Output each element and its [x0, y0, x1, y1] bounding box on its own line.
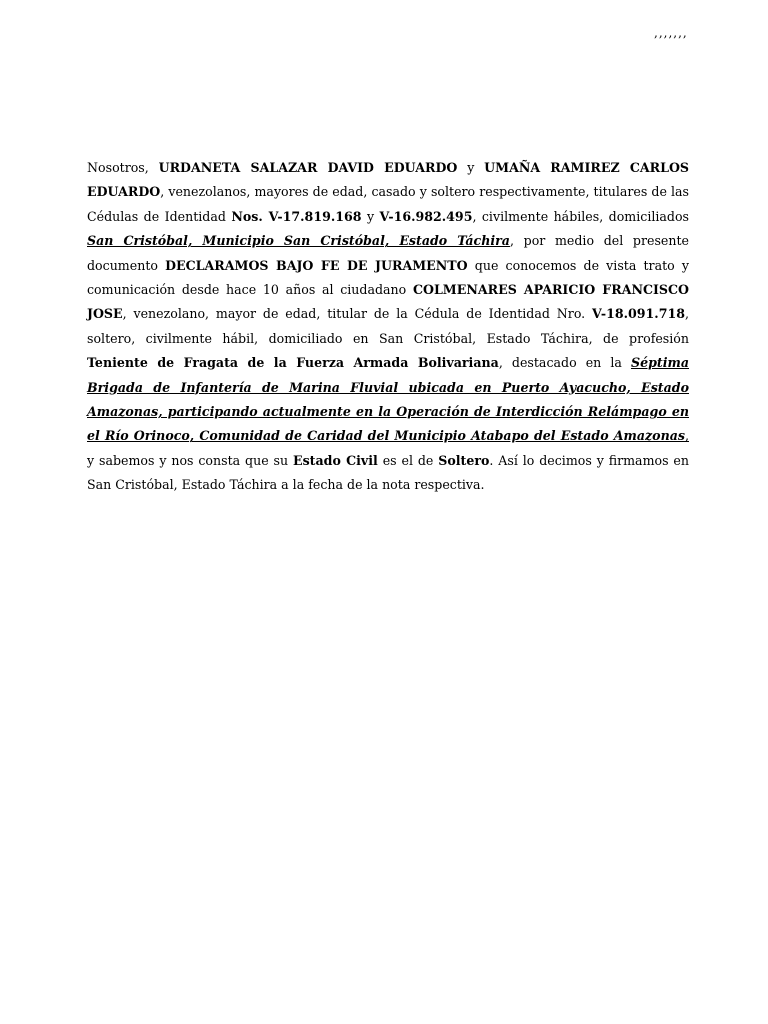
subject-id: V-18.091.718 — [592, 306, 685, 322]
civil-status-value: Soltero — [438, 452, 490, 468]
oath-statement: DECLARAMOS BAJO FE DE JURAMENTO — [165, 257, 468, 273]
subject-profession: Teniente de Fragata de la Fuerza Armada Bolivariana — [87, 355, 499, 371]
declarant-1-id: Nos. V-17.819.168 — [231, 208, 362, 224]
declarant-2-name: UMAÑA RAMIREZ CARLOS EDUARDO — [87, 160, 690, 200]
text-intro: Nosotros, — [87, 160, 159, 175]
declarants-domicile: San Cristóbal, Municipio San Cristóbal, Estado Táchira — [87, 233, 510, 249]
text-comma: , — [684, 428, 689, 444]
text-declarants-details: , venezolanos, mayores de edad, casado y soltero respectivamente, titulares de las Cédulas de Identidad — [87, 184, 689, 224]
text-acquaintance: que conocemos de vista trato y comunicación desde hace 10 años al ciudadano — [87, 257, 689, 298]
text-document-intro: , por medio del presente documento — [87, 233, 689, 273]
subject-name: COLMENARES APARICIO FRANCISCO JOSE — [87, 282, 689, 322]
text-consta: y sabemos y nos consta que su — [87, 452, 293, 468]
text-es-el-de: es el de — [377, 452, 439, 468]
text-subject-status: , soltero, civilmente hábil, domiciliado en San Cristóbal, Estado Táchira, de profesión — [87, 306, 689, 346]
declarant-2-id: V-16.982.495 — [379, 208, 473, 224]
text-conjunction: y — [457, 160, 485, 175]
declaration-paragraph — [87, 156, 689, 498]
civil-status-label: Estado Civil — [292, 452, 378, 468]
subject-assignment: Séptima Brigada de Infantería de Marina Fluvial ubicada en Puerto Ayacucho, Estado Amazonas, participando actualmente en la Operación de Interdicción Relámpago en el Río Orinoco, Comunidad de Caridad del Municipio Atabapo del Estado Amazonas — [87, 355, 689, 444]
text-domicile-intro: , civilmente hábiles, domiciliados — [472, 208, 690, 224]
corner-mark: ,,,,,,, — [654, 26, 688, 40]
text-closing: . Así lo decimos y firmamos en San Cristóbal, Estado Táchira a la fecha de la nota respectiva. — [87, 452, 689, 493]
text-assignment-intro: , destacado en la — [498, 355, 631, 371]
text-id-conjunction: y — [361, 208, 380, 224]
text-subject-details: , venezolano, mayor de edad, titular de la Cédula de Identidad Nro. — [122, 306, 593, 322]
declarant-1-name: URDANETA SALAZAR DAVID EDUARDO — [158, 160, 458, 175]
